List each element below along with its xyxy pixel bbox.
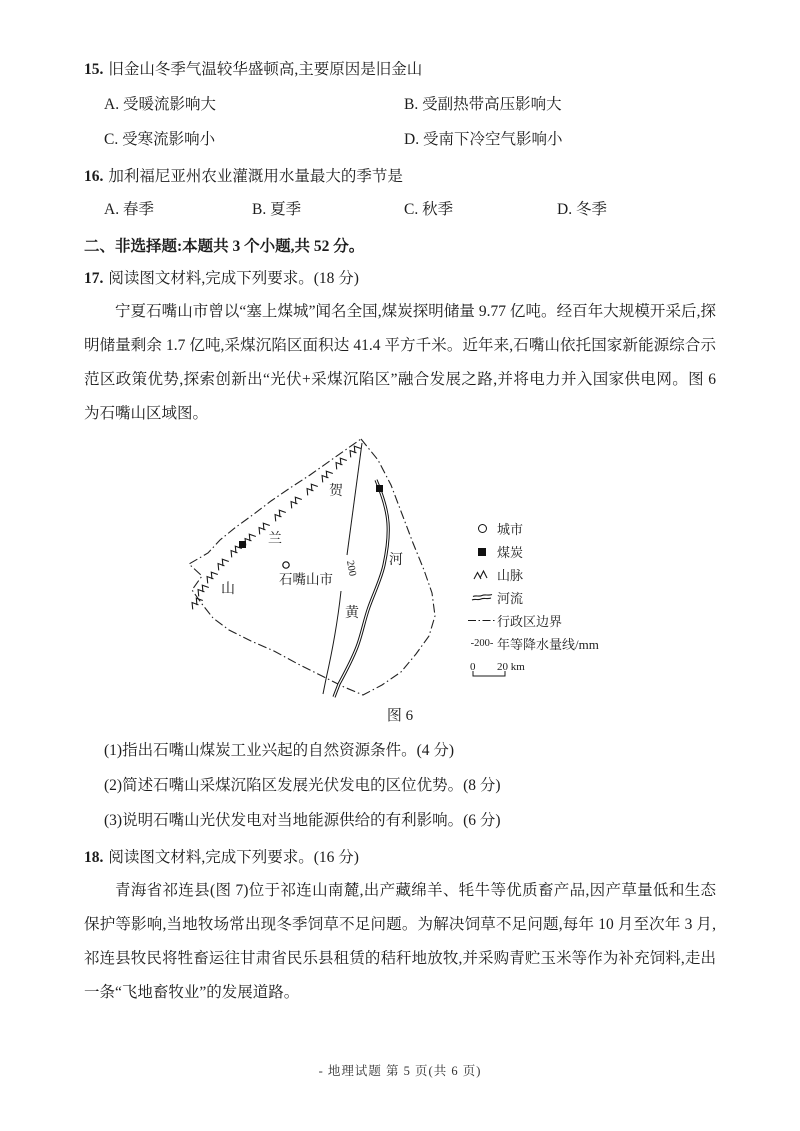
question-17 xyxy=(84,265,716,838)
question-17-instruction: 阅读图文材料,完成下列要求。(18 分) xyxy=(108,270,359,287)
mountain-symbol xyxy=(215,557,230,570)
question-18 xyxy=(84,844,716,1010)
question-16-number: 16. xyxy=(84,168,104,185)
legend-precip xyxy=(467,632,625,655)
option-15-a: A. 受暖流影响大 xyxy=(104,96,216,113)
legend-coal xyxy=(467,540,625,563)
yellow-river-inner-line xyxy=(334,480,388,697)
precip-contour-upper xyxy=(347,443,362,555)
mountain-symbol xyxy=(189,596,204,609)
question-18-number: 18. xyxy=(84,849,104,866)
page-footer: - 地理试题 第 5 页(共 6 页) xyxy=(318,1064,482,1078)
city-name-label: 石嘴山市 xyxy=(279,572,333,587)
mountain-symbol xyxy=(195,583,210,596)
subquestion-17-2: (2)简述石嘴山采煤沉陷区发展光伏发电的区位优势。(8 分) xyxy=(104,777,501,794)
question-16-text: 加利福尼亚州农业灌溉用水量最大的季节是 xyxy=(108,168,403,185)
question-15-number: 15. xyxy=(84,61,104,78)
question-16 xyxy=(84,163,716,227)
coal-legend-icon xyxy=(478,548,486,556)
legend-city xyxy=(467,517,625,540)
question-15 xyxy=(84,56,716,157)
legend-boundary xyxy=(467,609,625,632)
legend-mountain xyxy=(467,563,625,586)
option-15-d: D. 受南下冷空气影响小 xyxy=(404,131,563,148)
mountain-symbol xyxy=(304,482,319,495)
legend-city-label: 城市 xyxy=(497,522,524,537)
boundary-legend-icon xyxy=(467,617,497,624)
legend-precip-label: 年等降水量线/mm xyxy=(497,637,599,652)
yellow-river-line xyxy=(334,480,388,697)
legend-river xyxy=(467,586,625,609)
legend-coal-label: 煤炭 xyxy=(497,545,524,560)
legend-boundary-label: 行政区边界 xyxy=(497,614,563,629)
coal-marker-north xyxy=(376,485,383,492)
question-18-instruction: 阅读图文材料,完成下列要求。(16 分) xyxy=(108,849,359,866)
option-16-d: D. 冬季 xyxy=(557,201,607,218)
mountain-symbol xyxy=(204,570,219,583)
question-15-stem xyxy=(84,56,716,83)
option-16-a: A. 春季 xyxy=(104,201,154,218)
mountain-legend-icon xyxy=(472,569,492,581)
range-name-char-1: 贺 xyxy=(329,484,343,499)
precip-legend-icon: -200- xyxy=(470,638,494,649)
section-2-header: 二、非选择题:本题共 3 个小题,共 52 分。 xyxy=(84,238,365,255)
question-17-number: 17. xyxy=(84,270,104,287)
city-legend-icon xyxy=(478,524,487,533)
scale-start-label: 0 xyxy=(470,661,476,673)
map-scale-bar xyxy=(467,660,625,684)
precip-contour-lower xyxy=(323,591,341,694)
mountain-symbol xyxy=(333,456,348,469)
legend-mountain-label: 山脉 xyxy=(497,568,524,583)
river-legend-icon xyxy=(471,592,493,603)
question-18-head xyxy=(84,844,716,872)
question-17-head xyxy=(84,265,716,293)
mountain-symbol xyxy=(288,495,303,508)
option-15-c: C. 受寒流影响小 xyxy=(104,131,216,148)
mountain-symbol xyxy=(347,444,362,457)
river-name-char-1: 黄 xyxy=(345,606,359,621)
legend-river-label: 河流 xyxy=(497,591,524,606)
range-name-char-3: 山 xyxy=(221,582,235,597)
mountain-symbol xyxy=(319,469,334,482)
mountain-symbol xyxy=(272,508,287,521)
scale-end-label: 20 km xyxy=(497,661,525,673)
option-16-b: B. 夏季 xyxy=(252,201,302,218)
contour-value-label: 200 xyxy=(344,559,358,578)
option-16-c: C. 秋季 xyxy=(404,201,454,218)
subquestion-17-3: (3)说明石嘴山光伏发电对当地能源供给的有利影响。(6 分) xyxy=(104,812,501,829)
question-16-stem xyxy=(84,163,716,190)
river-name-char-2: 河 xyxy=(389,553,403,568)
range-name-char-2: 兰 xyxy=(268,532,282,547)
city-marker xyxy=(283,562,289,568)
figure-6-caption: 图 6 xyxy=(386,708,414,724)
subquestion-17-1: (1)指出石嘴山煤炭工业兴起的自然资源条件。(4 分) xyxy=(104,742,455,759)
region-map xyxy=(175,433,465,701)
question-17-subquestions xyxy=(84,733,716,838)
question-15-options xyxy=(84,87,716,157)
option-15-b: B. 受副热带高压影响大 xyxy=(404,96,562,113)
map-legend xyxy=(467,517,625,684)
question-16-options xyxy=(84,192,716,227)
question-15-text: 旧金山冬季气温较华盛顿高,主要原因是旧金山 xyxy=(108,61,423,78)
question-18-material: 青海省祁连县(图 7)位于祁连山南麓,出产藏绵羊、牦牛等优质畜产品,因产草量低和生态保护等影响,当地牧场常出现冬季饲草不足问题。为解决饲草不足问题,每年 10 月至次年 3 月,祁连县牧民将牲畜运往甘肃省民乐县租赁的秸秆地放牧,并采购青贮玉米等作为补充饲料,走出一条“飞地畜牧业”的发展道路。 xyxy=(84,882,716,1001)
coal-marker-west xyxy=(239,541,246,548)
question-17-material: 宁夏石嘴山市曾以“塞上煤城”闻名全国,煤炭探明储量 9.77 亿吨。经百年大规模开采后,探明储量剩余 1.7 亿吨,采煤沉陷区面积达 41.4 平方千米。近年来,石嘴山依托国家新能源综合示范区政策优势,探索创新出“光伏+采煤沉陷区”融合发展之路,并将电力并入国家供电网。图 6 为石嘴山区域图。 xyxy=(84,303,716,422)
figure-6 xyxy=(175,433,625,701)
